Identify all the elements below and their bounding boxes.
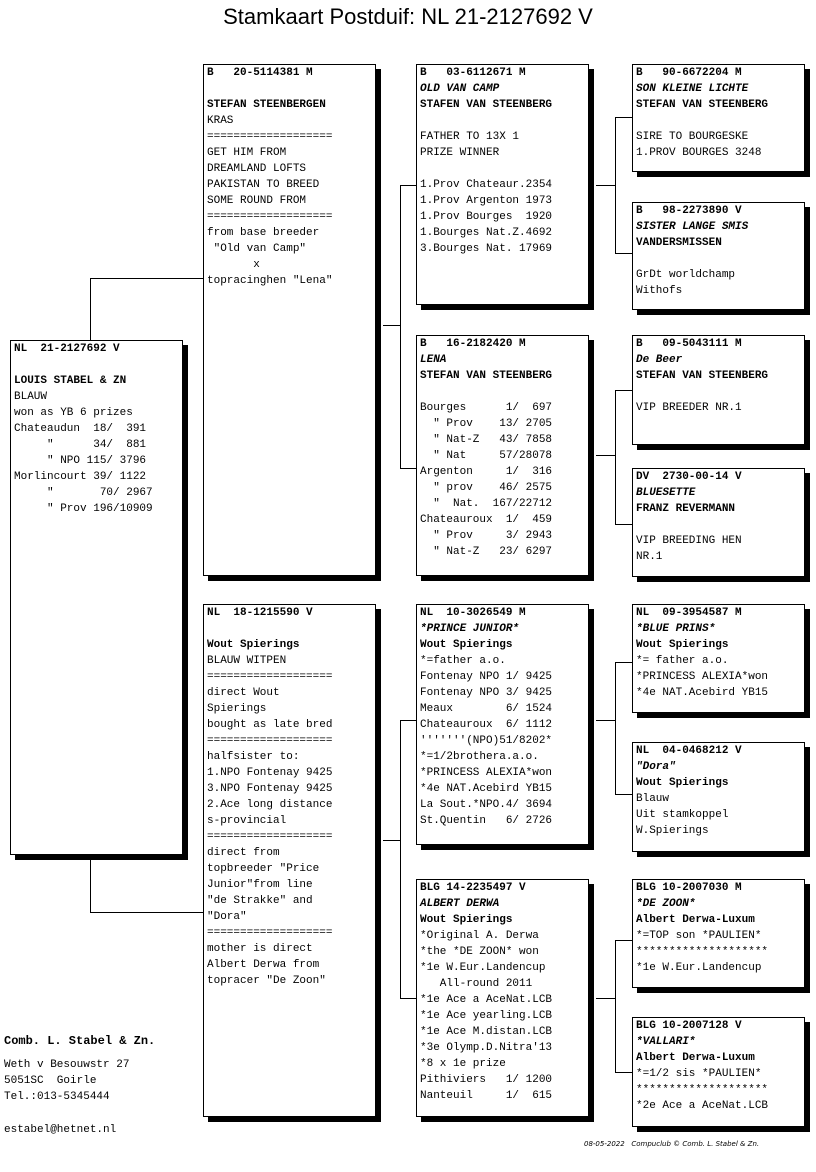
owner-phone: Tel.:013-5345444 (4, 1091, 110, 1103)
ring-number: DV 2730-00-14 V (636, 471, 742, 483)
ring-number: B 09-5043111 M (636, 338, 742, 350)
pigeon-name: ALBERT DERWA (420, 898, 500, 910)
card-line (207, 81, 375, 97)
breeder-name: STEFAN VAN STEENBERG (636, 99, 769, 111)
connector-line (400, 998, 416, 999)
card-line: PRIZE WINNER (420, 147, 500, 159)
card-line: 1.Bourges Nat.Z.4692 (420, 227, 553, 239)
card-line (636, 251, 804, 267)
card-line: GET HIM FROM (207, 147, 287, 159)
pedigree-card-sire-sire-dam (632, 202, 805, 310)
card-line (420, 384, 588, 400)
connector-line (615, 390, 632, 391)
card-line: *=TOP son *PAULIEN* (636, 930, 762, 942)
connector-line (615, 662, 632, 663)
card-line: Junior"from line (207, 879, 313, 891)
ring-number: B 90-6672204 M (636, 67, 742, 79)
card-line: *=1/2brothera.a.o. (420, 751, 539, 763)
connector-line (400, 720, 401, 998)
card-line: *=1/2 sis *PAULIEN* (636, 1068, 762, 1080)
card-line: =================== (207, 671, 333, 683)
connector-line (383, 325, 401, 326)
breeder-name: VANDERSMISSEN (636, 237, 722, 249)
card-line: Nanteuil 1/ 615 (420, 1090, 553, 1102)
card-line: *1e W.Eur.Landencup (636, 962, 762, 974)
pigeon-name: OLD VAN CAMP (420, 83, 500, 95)
card-line: Chateauroux 6/ 1112 (420, 719, 553, 731)
card-line: "Old van Camp" (207, 243, 307, 255)
card-line: halfsister to: (207, 751, 300, 763)
card-line: Bourges 1/ 697 (420, 402, 553, 414)
card-line: *Original A. Derwa (420, 930, 539, 942)
card-line: Chateaudun 18/ 391 (14, 423, 147, 435)
ring-number: B 03-6112671 M (420, 67, 526, 79)
card-line: Withofs (636, 285, 683, 297)
pigeon-name: "Dora" (636, 761, 676, 773)
ring-number: B 16-2182420 M (420, 338, 526, 350)
connector-line (615, 117, 632, 118)
card-line: 3.NPO Fontenay 9425 (207, 783, 333, 795)
card-line: won as YB 6 prizes (14, 407, 133, 419)
card-line: Fontenay NPO 1/ 9425 (420, 671, 553, 683)
card-line: direct Wout (207, 687, 280, 699)
card-line: x (207, 259, 260, 271)
card-line: Spierings (207, 703, 267, 715)
pigeon-name: *DE ZOON* (636, 898, 696, 910)
pedigree-card-sire-dam-sire (632, 335, 805, 445)
pedigree-card-sire-dam (416, 335, 589, 576)
card-line: =================== (207, 927, 333, 939)
card-line: *1e Ace a AceNat.LCB (420, 994, 553, 1006)
owner-name: Comb. L. Stabel & Zn. (4, 1034, 156, 1048)
card-line: St.Quentin 6/ 2726 (420, 815, 553, 827)
ring-number: BLG 10-2007128 V (636, 1020, 742, 1032)
connector-line (596, 185, 616, 186)
card-line: La Sout.*NPO.4/ 3694 (420, 799, 553, 811)
card-line: Chateauroux 1/ 459 (420, 514, 553, 526)
card-line: DREAMLAND LOFTS (207, 163, 307, 175)
ring-number: NL 04-0468212 V (636, 745, 742, 757)
card-line: Fontenay NPO 3/ 9425 (420, 687, 553, 699)
connector-line (90, 278, 204, 279)
pedigree-card-subject (10, 340, 183, 855)
connector-line (90, 857, 91, 912)
card-line: *4e NAT.Acebird YB15 (636, 687, 769, 699)
pedigree-card-sire-sire-sire (632, 64, 805, 172)
connector-line (615, 662, 616, 794)
card-line: NR.1 (636, 551, 663, 563)
pedigree-card-dam-dam-sire (632, 879, 805, 988)
card-line: FATHER TO 13X 1 (420, 131, 520, 143)
card-line: " Nat-Z 23/ 6297 (420, 546, 553, 558)
card-line: topbreeder "Price (207, 863, 320, 875)
pedigree-card-dam-sire-sire (632, 604, 805, 713)
page-title: Stamkaart Postduif: NL 21-2127692 V (223, 4, 593, 29)
card-line: *1e Ace yearling.LCB (420, 1010, 553, 1022)
card-line (636, 384, 804, 400)
connector-line (615, 390, 616, 524)
card-line: *1e Ace M.distan.LCB (420, 1026, 553, 1038)
card-line: " Prov 196/10909 (14, 503, 153, 515)
card-line: PAKISTAN TO BREED (207, 179, 320, 191)
connector-line (400, 468, 416, 469)
card-line: 1.Prov Argenton 1973 (420, 195, 553, 207)
connector-line (90, 278, 91, 340)
card-line: " Prov 3/ 2943 (420, 530, 553, 542)
card-line: '''''''(NPO)51/8202* (420, 735, 553, 747)
card-line: direct from (207, 847, 280, 859)
connector-line (615, 524, 632, 525)
pedigree-card-dam-dam (416, 879, 589, 1117)
card-line: Blauw (636, 793, 670, 805)
card-line: "de Strakke" and (207, 895, 313, 907)
card-line: " Nat. 167/22712 (420, 498, 553, 510)
ring-number: NL 18-1215590 V (207, 607, 313, 619)
card-line: GrDt worldchamp (636, 269, 736, 281)
card-line: =================== (207, 131, 333, 143)
breeder-name: Albert Derwa-Luxum (636, 1052, 755, 1064)
card-line: "Dora" (207, 911, 247, 923)
pedigree-card-sire-sire (416, 64, 589, 305)
connector-line (615, 1072, 632, 1073)
pigeon-name: *BLUE PRINS* (636, 623, 716, 635)
card-line: *4e NAT.Acebird YB15 (420, 783, 553, 795)
pigeon-name: LENA (420, 354, 447, 366)
pedigree-card-dam-dam-dam (632, 1017, 805, 1127)
card-line (207, 621, 375, 637)
card-line: VIP BREEDING HEN (636, 535, 742, 547)
ring-number: NL 21-2127692 V (14, 343, 120, 355)
pedigree-card-dam-sire-dam (632, 742, 805, 852)
card-line: All-round 2011 (420, 978, 533, 990)
card-line: " Nat 57/28078 (420, 450, 553, 462)
card-line: 1.Prov Bourges 1920 (420, 211, 553, 223)
pigeon-name: *VALLARI* (636, 1036, 696, 1048)
connector-line (615, 794, 632, 795)
card-line: mother is direct (207, 943, 313, 955)
connector-line (383, 840, 401, 841)
ring-number: NL 10-3026549 M (420, 607, 526, 619)
card-line: 1.NPO Fontenay 9425 (207, 767, 333, 779)
pedigree-card-sire-dam-dam (632, 468, 805, 577)
card-line: =================== (207, 831, 333, 843)
connector-line (596, 998, 616, 999)
owner-email[interactable]: estabel@hetnet.nl (4, 1124, 117, 1136)
card-line: topracer "De Zoon" (207, 975, 326, 987)
breeder-name: Wout Spierings (420, 914, 513, 926)
connector-line (90, 912, 204, 913)
connector-line (596, 455, 616, 456)
connector-line (615, 117, 616, 253)
pedigree-card-sire (203, 64, 376, 576)
card-line: " prov 46/ 2575 (420, 482, 553, 494)
connector-line (400, 185, 401, 468)
ring-number: B 98-2273890 V (636, 205, 742, 217)
card-line: " 70/ 2967 (14, 487, 153, 499)
connector-line (400, 185, 416, 186)
card-line: *8 x 1e prize (420, 1058, 506, 1070)
connector-line (615, 940, 632, 941)
card-line (636, 517, 804, 533)
card-line: VIP BREEDER NR.1 (636, 402, 742, 414)
card-line: topracinghen "Lena" (207, 275, 333, 287)
connector-line (615, 253, 632, 254)
card-line: *2e Ace a AceNat.LCB (636, 1100, 769, 1112)
card-line: 1.Prov Chateaur.2354 (420, 179, 553, 191)
footer-copyright: Compuclub © Comb. L. Stabel & Zn. (631, 1140, 760, 1148)
pigeon-name: SON KLEINE LICHTE (636, 83, 749, 95)
card-line: *= father a.o. (636, 655, 729, 667)
card-line: " NPO 115/ 3796 (14, 455, 147, 467)
card-line: *1e W.Eur.Landencup (420, 962, 546, 974)
ring-number: BLG 14-2235497 V (420, 882, 526, 894)
breeder-name: FRANZ REVERMANN (636, 503, 736, 515)
card-line: BLAUW (14, 391, 48, 403)
card-line: s-provincial (207, 815, 287, 827)
card-line: 1.PROV BOURGES 3248 (636, 147, 762, 159)
card-line: Meaux 6/ 1524 (420, 703, 553, 715)
pedigree-card-dam-sire (416, 604, 589, 845)
card-line: " Nat-Z 43/ 7858 (420, 434, 553, 446)
owner-street: Weth v Besouwstr 27 (4, 1059, 130, 1071)
card-line: *3e Olymp.D.Nitra'13 (420, 1042, 553, 1054)
connector-line (615, 940, 616, 1072)
breeder-name: Wout Spierings (636, 639, 729, 651)
card-line: SOME ROUND FROM (207, 195, 307, 207)
card-line: *=father a.o. (420, 655, 506, 667)
connector-line (596, 720, 616, 721)
owner-city: 5051SC Goirle (4, 1075, 97, 1087)
pigeon-name: De Beer (636, 354, 683, 366)
card-line: 3.Bourges Nat. 17969 (420, 243, 553, 255)
card-line: Uit stamkoppel (636, 809, 729, 821)
card-line: bought as late bred (207, 719, 333, 731)
ring-number: NL 09-3954587 M (636, 607, 742, 619)
card-line: =================== (207, 211, 333, 223)
card-line: " 34/ 881 (14, 439, 147, 451)
card-line: ******************** (636, 946, 769, 958)
card-line: *PRINCESS ALEXIA*won (420, 767, 553, 779)
card-line: Argenton 1/ 316 (420, 466, 553, 478)
ring-number: B 20-5114381 M (207, 67, 313, 79)
pigeon-name: BLUESETTE (636, 487, 696, 499)
ring-number: BLG 10-2007030 M (636, 882, 742, 894)
card-line: from base breeder (207, 227, 320, 239)
footer-date: 08-05-2022 (584, 1140, 625, 1148)
card-line: Pithiviers 1/ 1200 (420, 1074, 553, 1086)
pigeon-name: *PRINCE JUNIOR* (420, 623, 520, 635)
card-line: *PRINCESS ALEXIA*won (636, 671, 769, 683)
breeder-name: STEFAN STEENBERGEN (207, 99, 326, 111)
breeder-name: LOUIS STABEL & ZN (14, 375, 127, 387)
breeder-name: STEFAN VAN STEENBERG (420, 370, 553, 382)
breeder-name: STEFAN VAN STEENBERG (636, 370, 769, 382)
card-line: Albert Derwa from (207, 959, 320, 971)
card-line: KRAS (207, 115, 234, 127)
card-line: =================== (207, 735, 333, 747)
card-line: Morlincourt 39/ 1122 (14, 471, 147, 483)
card-line (14, 357, 182, 373)
pedigree-card-dam (203, 604, 376, 1117)
connector-line (400, 720, 416, 721)
footer-credit (584, 1140, 759, 1148)
card-line: BLAUW WITPEN (207, 655, 287, 667)
card-line (420, 161, 588, 177)
card-line: " Prov 13/ 2705 (420, 418, 553, 430)
breeder-name: Wout Spierings (420, 639, 513, 651)
breeder-name: Wout Spierings (636, 777, 729, 789)
card-line: *the *DE ZOON* won (420, 946, 539, 958)
card-line: SIRE TO BOURGESKE (636, 131, 749, 143)
pigeon-name: SISTER LANGE SMIS (636, 221, 749, 233)
breeder-name: STAFEN VAN STEENBERG (420, 99, 553, 111)
card-line: ******************** (636, 1084, 769, 1096)
card-line (420, 113, 588, 129)
breeder-name: Albert Derwa-Luxum (636, 914, 755, 926)
card-line (636, 113, 804, 129)
card-line: 2.Ace long distance (207, 799, 333, 811)
card-line: W.Spierings (636, 825, 709, 837)
breeder-name: Wout Spierings (207, 639, 300, 651)
